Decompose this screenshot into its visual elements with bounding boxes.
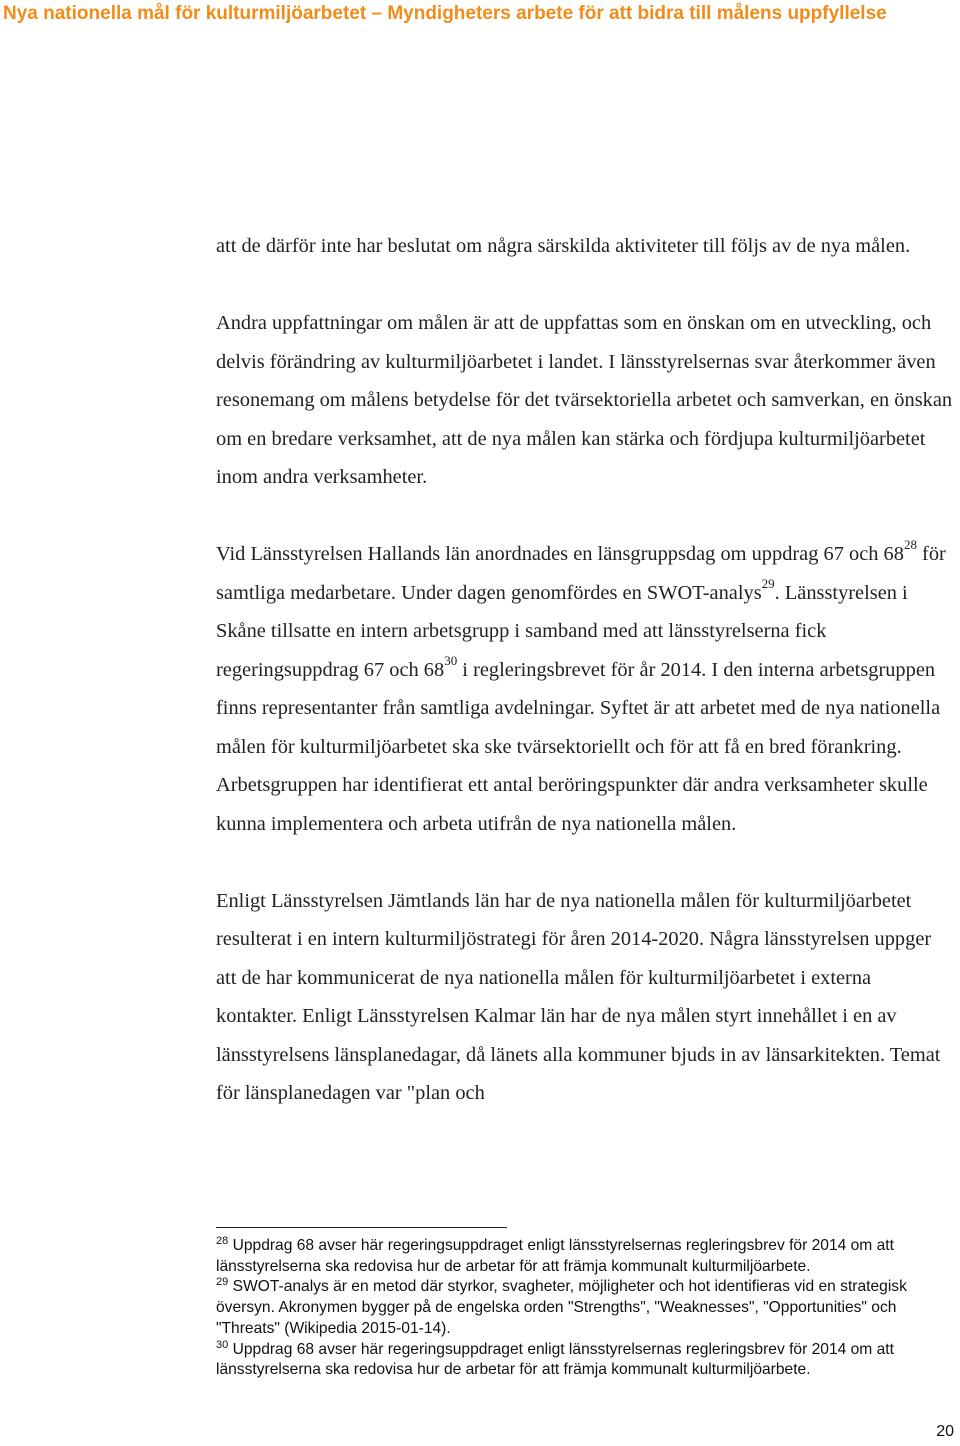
footnote-28 [216, 1236, 954, 1277]
paragraph-4: Enligt Länsstyrelsen Jämtlands län har de nya nationella målen för kulturmiljöarbetet resulterat i en intern kulturmiljöstrategi för åren 2014-2020. Några länsstyrelsen uppger att de har kommunicerat de nya nationella målen för kulturmiljöarbetet i externa kontakter. Enligt Länsstyrelsen Kalmar län har de nya målen styrt innehållet i en av länsstyrelsens länsplanedagar, då länets alla kommuner bjuds in av länsarkitekten. Temat för länsplanedagen var "plan och [216, 889, 941, 1104]
footnote-text-28: Uppdrag 68 avser här regeringsuppdraget enligt länsstyrelsernas regleringsbrev för 2014 om att länsstyrelserna ska redovisa hur de arbetar för att främja kommunalt kulturmiljöarbete. [216, 1237, 894, 1275]
paragraph-3-text-d: i regleringsbrevet för år 2014. I den interna arbetsgruppen finns representanter från samtliga avdelningar. Syftet är att arbetet med de nya nationella målen för kulturmiljöarbetet ska ske tvärsektoriellt och för att få en bred förankring. Arbetsgruppen har identifierat ett antal beröringspunkter där andra verksamheter skulle kunna implementera och arbeta utifrån de nya nationella målen. [216, 658, 941, 835]
footnote-30 [216, 1340, 954, 1381]
footnote-text-30: Uppdrag 68 avser här regeringsuppdraget enligt länsstyrelsernas regleringsbrev för 2014 om att länsstyrelserna ska redovisa hur de arbetar för att främja kommunalt kulturmiljöarbete. [216, 1340, 894, 1379]
page-number: 20 [936, 1423, 954, 1440]
footnote-number-29: 29 [216, 1276, 229, 1289]
body-text [216, 227, 954, 1113]
paragraph-1: att de därför inte har beslutat om några särskilda aktiviteter till följs av de nya målen. [216, 235, 911, 257]
running-header: Nya nationella mål för kulturmiljöarbetet – Myndigheters arbete för att bidra till målens uppfyllelse [3, 3, 887, 24]
paragraph-2: Andra uppfattningar om målen är att de uppfattas som en önskan om en utveckling, och delvis förändring av kulturmiljöarbetet i landet. I länsstyrelsernas svar återkommer även resonemang om målens betydelse för det tvärsektoriella arbetet och samverkan, en önskan om en bredare verksamhet, att de nya målen kan stärka och fördjupa kulturmiljöarbetet inom andra verksamheter. [216, 312, 953, 488]
footnote-number-30: 30 [216, 1338, 229, 1351]
paragraph-3 [216, 535, 954, 843]
footnote-number-28: 28 [216, 1234, 229, 1247]
footnote-ref-30[interactable]: 30 [444, 652, 458, 668]
footnote-divider [216, 1227, 507, 1228]
paragraph-3-text-b: för samtliga medarbetare. Under dagen genomfördes en SWOT-analys [216, 543, 946, 604]
footnote-ref-29[interactable]: 29 [761, 575, 775, 591]
footnote-ref-28[interactable]: 28 [903, 537, 917, 553]
paragraph-3-text-a: Vid Länsstyrelsen Hallands län anordnades en länsgruppsdag om uppdrag 67 och 68 [216, 543, 904, 565]
footnote-text-29: SWOT-analys är en metod där styrkor, svagheter, möjligheter och hot identifieras vid en strategisk översyn. Akronymen bygger på de engelska orden "Strengths", "Weaknesses", "Opportunities" och "Threats" (Wikipedia 2015-01-14). [216, 1278, 907, 1337]
footnotes [216, 1236, 954, 1381]
paragraph-3-text-c: . Länsstyrelsen i Skåne tillsatte en intern arbetsgrupp i samband med att länsstyrelserna fick regeringsuppdrag 67 och 68 [216, 581, 908, 681]
footnote-29 [216, 1277, 954, 1339]
